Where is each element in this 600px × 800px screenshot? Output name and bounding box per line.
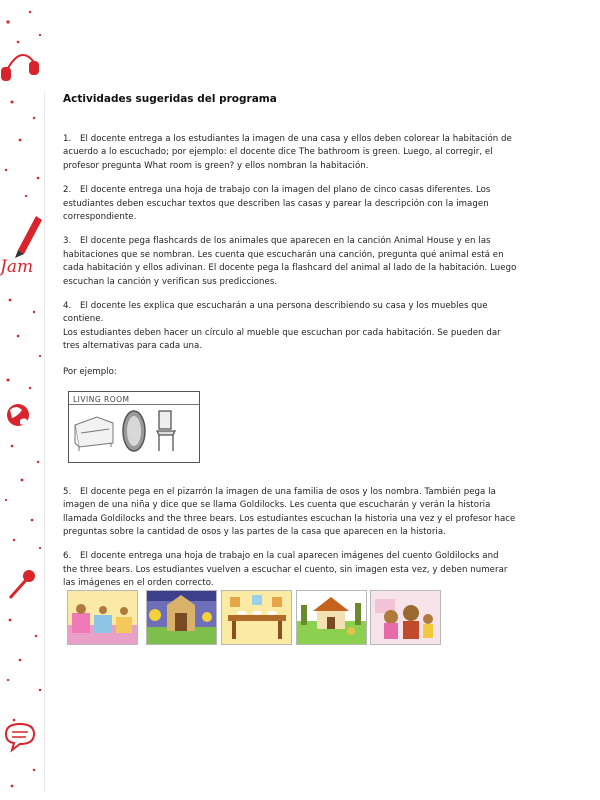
- activity-number: 5.: [63, 486, 72, 497]
- activity-text: profesor pregunta What room is green? y ellos nombran la habitación.: [63, 160, 369, 171]
- activity-item: [63, 300, 541, 354]
- example-label: Por ejemplo:: [63, 366, 117, 377]
- page-divider: [44, 92, 45, 792]
- living-room-label: LIVING ROOM: [73, 394, 130, 404]
- activity-text: preguntas sobre la cantidad de osos y las partes de la casa que aparecen en la historia.: [63, 526, 446, 537]
- activity-text: escuchan la canción y verifican sus predicciones.: [63, 276, 278, 287]
- activity-text: El docente pega en el pizarrón la imagen de una familia de osos y los nombra. También pega la: [80, 486, 496, 497]
- speech-bubble-icon: [6, 724, 34, 750]
- microphone-icon: [10, 570, 35, 598]
- activity-item: [63, 133, 541, 173]
- activity-number: 2.: [63, 185, 72, 196]
- jam-text-icon: Jam: [0, 257, 34, 277]
- living-room-illustration: [68, 391, 200, 463]
- activity-number: 4.: [63, 301, 72, 312]
- activity-text: El docente entrega una hoja de trabajo en la cual aparecen imágenes del cuento Goldilocks and: [80, 551, 499, 562]
- activity-text: llamada Goldilocks and the three bears. Los estudiantes escuchan la historia una vez y el profesor hace: [63, 513, 516, 524]
- story-image-bears-beds: [67, 590, 138, 645]
- headphones-icon: [2, 55, 38, 80]
- page-title: Actividades sugeridas del programa: [63, 93, 277, 105]
- activity-text: Los estudiantes deben hacer un círculo al mueble que escuchan por cada habitación. Se pueden dar: [63, 327, 501, 338]
- document-body: [63, 93, 541, 602]
- activity-item: [63, 184, 541, 224]
- activity-text: El docente pega flashcards de los animales que aparecen en la canción Animal House y en las: [80, 236, 491, 247]
- activity-text: correspondiente.: [63, 212, 137, 223]
- activity-item: [63, 235, 541, 289]
- globe-icon: [7, 404, 29, 426]
- activity-text: El docente les explica que escucharán a una persona describiendo su casa y los muebles que: [80, 301, 488, 312]
- story-images-row: [67, 590, 447, 646]
- story-image-table-bowls: [221, 590, 292, 645]
- activity-number: 6.: [63, 551, 72, 562]
- activity-text: las imágenes en el orden correcto.: [63, 578, 214, 589]
- activity-item: [63, 486, 541, 540]
- activity-text: the three bears. Los estudiantes vuelven a escuchar el cuento, sin imagen esta vez, y deben numerar: [63, 564, 508, 575]
- activity-text: El docente entrega una hoja de trabajo con la imagen del plano de cinco casas diferentes. Los: [80, 185, 491, 196]
- story-image-house-door: [146, 590, 217, 645]
- activity-text: acuerdo a lo escuchado; por ejemplo: el docente dice The bathroom is green. Luego, al corregir, el: [63, 147, 493, 158]
- activity-text: contiene.: [63, 314, 104, 325]
- pencil-icon: [15, 216, 42, 258]
- story-image-cottage: [296, 590, 367, 645]
- mirror-icon: [123, 411, 145, 451]
- story-image-three-bears: [370, 590, 441, 645]
- decorative-margin: [0, 0, 48, 800]
- activity-text: habitaciones que se nombran. Les cuenta que escucharán una canción, pregunta qué animal está en: [63, 249, 504, 260]
- activity-text: El docente entrega a los estudiantes la imagen de una casa y ellos deben colorear la habitación de: [80, 134, 512, 144]
- activity-number: 1.: [63, 134, 72, 144]
- chair-icon: [157, 411, 175, 451]
- activity-text: estudiantes deben escuchar textos que describen las casas y parear la descripción con la imagen: [63, 198, 489, 209]
- activity-text: cada habitación y ellos adivinan. El docente pega la flashcard del animal al lado de la habitación. Luego: [63, 263, 517, 274]
- activity-item: [63, 550, 541, 590]
- activity-text: imagen de una niña y dice que se llama Goldilocks. Les cuenta que escucharán y verán la historia: [63, 500, 491, 511]
- activity-text: tres alternativas para cada una.: [63, 341, 203, 352]
- sofa-icon: [75, 417, 113, 451]
- activity-number: 3.: [63, 236, 72, 247]
